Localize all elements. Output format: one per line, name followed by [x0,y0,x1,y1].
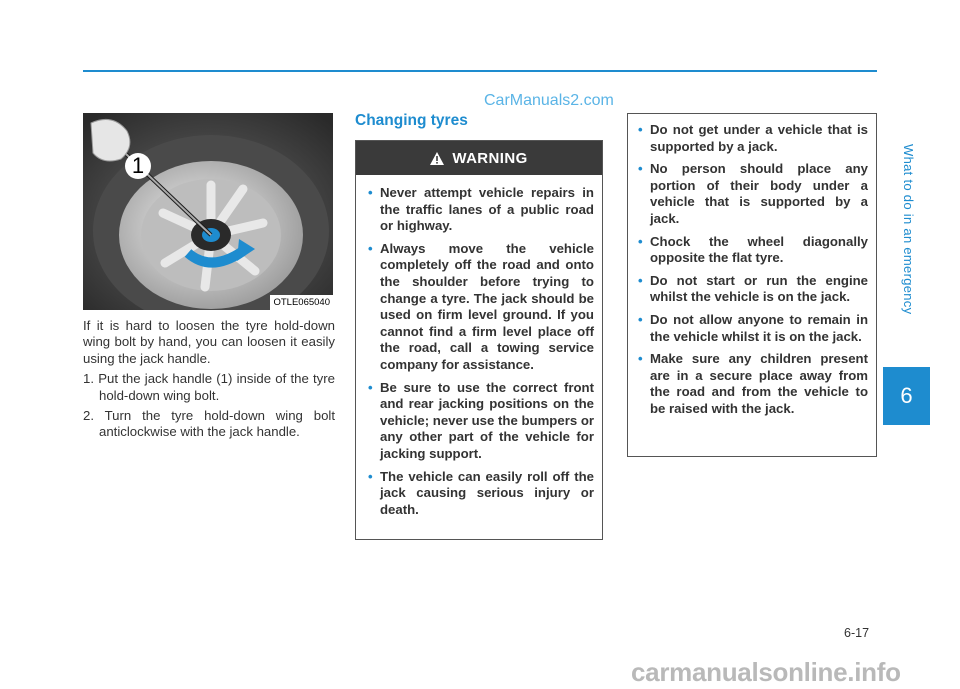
warning-item: • No person should place any portion of their body under a vehicle that is supported by a jack. [638,161,868,227]
warning-item: • Do not get under a vehicle that is supported by a jack. [638,122,868,155]
watermark-bottom[interactable]: carmanualsonline.info [631,657,901,687]
warning-item: • Always move the vehicle completely off the road and onto the shoulder before trying to change a tyre. The jack should be used on firm level ground. If you cannot find a firm level place off the road, call a towing service company for assistance. [368,241,594,374]
warning-heading: WARNING [452,149,528,167]
warning-item: • Make sure any children present are in a secure place away from the road and from the vehicle to be raised with the jack. [638,351,868,417]
warning-item: • Chock the wheel diagonally opposite the flat tyre. [638,234,868,267]
tyre-photo [83,113,333,310]
warning-box [355,140,603,540]
tyre-illustration [83,113,333,310]
watermark-top[interactable]: CarManuals2.com [484,92,614,109]
warning-header [356,141,602,175]
body-text [83,318,335,445]
intro-paragraph: If it is hard to loosen the tyre hold-down wing bolt by hand, you can loosen it easily using the jack handle. [83,318,335,366]
warning-item: • Do not start or run the engine whilst the vehicle is on the jack. [638,273,868,306]
chapter-number-tab[interactable]: 6 [883,367,930,425]
photo-code: OTLE065040 [270,295,333,310]
header-rule [83,70,877,72]
warning-item: • Do not allow anyone to remain in the vehicle whilst it is on the jack. [638,312,868,345]
step-item: 2. Turn the tyre hold-down wing bolt anticlockwise with the jack handle. [83,408,335,440]
warning-item: • Never attempt vehicle repairs in the traffic lanes of a public road or highway. [368,185,594,235]
warning-item: • Be sure to use the correct front and rear jacking positions on the vehicle; never use the bumpers or any other part of the vehicle for jacking support. [368,380,594,463]
chapter-tab-label: What to do in an emergency [901,143,916,315]
warning-continued-box [627,113,877,457]
warning-list [356,175,602,518]
warning-continued-list [638,122,868,418]
page-number: 6-17 [844,626,870,640]
callout-number: 1 [125,153,151,179]
warning-item: • The vehicle can easily roll off the jack causing serious injury or death. [368,469,594,519]
section-title: Changing tyres [355,112,468,129]
warning-triangle-icon [430,152,444,165]
step-item: 1. Put the jack handle (1) inside of the tyre hold-down wing bolt. [83,371,335,403]
